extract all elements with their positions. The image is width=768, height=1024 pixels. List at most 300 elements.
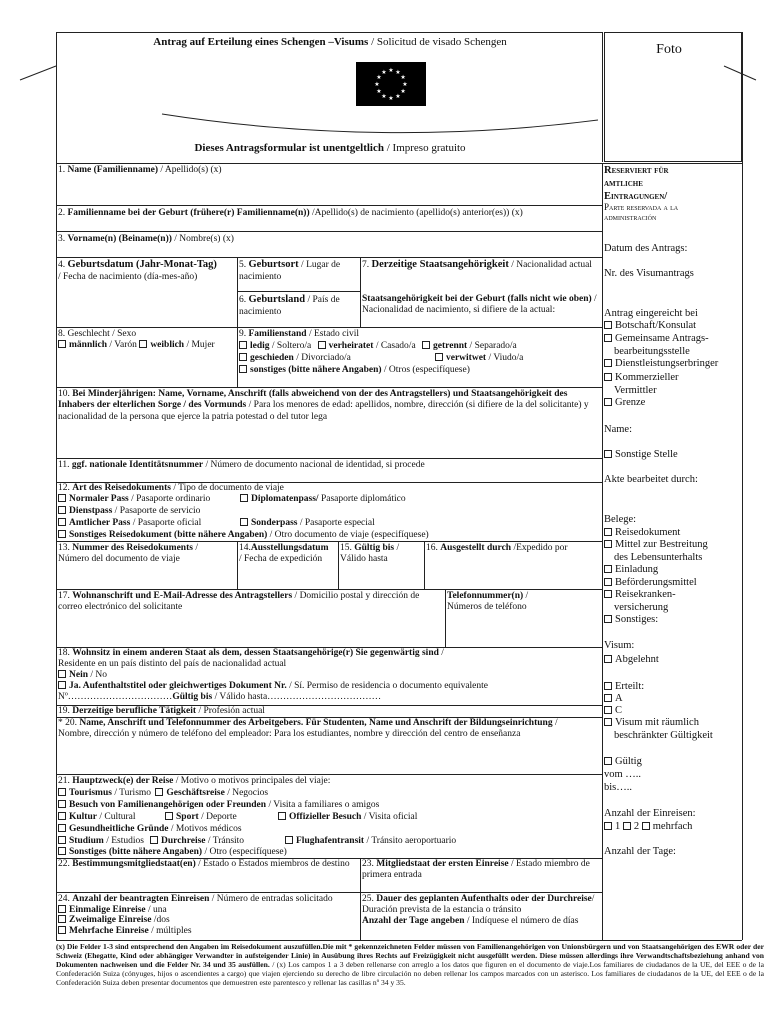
sidebar-e1: 1 <box>615 821 621 832</box>
flag-star: ★ <box>388 96 394 102</box>
f8-opt2-de: weiblich <box>150 340 185 351</box>
field-17b-label: Telefonnummer(n) / Números de teléfono <box>447 591 529 613</box>
sidebar-heading-2: amtliche <box>604 178 643 190</box>
sidebar-visum: Visum: <box>604 640 635 651</box>
checkbox-border[interactable] <box>604 398 612 406</box>
f3-es: Nombre(s) (x) <box>179 234 234 244</box>
f5-es: Lugar de nacimiento <box>239 260 341 282</box>
title-es: Solicitud de visado Schengen <box>376 36 507 48</box>
f24-de: Anzahl der beantragten Einreisen <box>72 894 210 904</box>
f9-o5-de: verwitwet <box>446 353 487 363</box>
sidebar-v6-label: Gültig <box>615 756 642 767</box>
checkbox-airport-transit[interactable] <box>285 836 293 844</box>
field-1-input[interactable] <box>58 178 598 202</box>
f3-de: Vorname(n) (Beiname(n)) <box>67 234 172 244</box>
flag-star: ★ <box>395 69 401 76</box>
checkbox-tourism[interactable] <box>58 788 66 796</box>
f25-es2: Indíquese el número de días <box>471 915 579 926</box>
checkbox-means[interactable] <box>604 540 612 548</box>
checkbox-refused[interactable] <box>604 655 612 663</box>
f9-o2-de: verheiratet <box>328 341 374 351</box>
f18-o1-de: Nein <box>69 669 88 680</box>
checkbox-misc[interactable] <box>604 615 612 623</box>
row-line-13 <box>56 774 602 775</box>
f21-row3c: Offizieller Besuch / Visita oficial <box>278 812 417 823</box>
f21-o9-de: Durchreise <box>161 836 206 846</box>
sidebar-b1-label: Reisedokument <box>615 527 681 538</box>
field-8: 8. Geschlecht / Sexo männlich / Varón weiblich / Mujer <box>58 329 215 351</box>
checkbox-other-status[interactable] <box>239 365 247 373</box>
f10-num: 10. <box>58 389 70 399</box>
f12-row2: Dienstpass / Pasaporte de servicio <box>58 506 200 517</box>
f21-o1-de: Tourismus <box>69 788 112 798</box>
sidebar-name: Name: <box>604 424 632 435</box>
checkbox-normal-passport[interactable] <box>58 494 66 502</box>
f9-o3-es: Separado/a <box>474 341 517 351</box>
f8-opt2-es: Mujer <box>191 340 215 351</box>
checkbox-visa-a[interactable] <box>604 694 612 702</box>
f6-num: 6. <box>239 295 247 305</box>
f21-o4-de: Kultur <box>69 812 97 822</box>
field-23-label: 23. Mitgliedstaat der ersten Einreise / Estado miembro de primera entrada <box>362 859 590 881</box>
sidebar-v6 <box>604 756 642 768</box>
f18-o1-es: No <box>95 669 108 680</box>
sidebar-v3-label: A <box>615 693 623 704</box>
row-line-9 <box>56 589 602 590</box>
f12-es: Tipo de documento de viaje <box>178 483 284 493</box>
flag-star: ★ <box>381 69 387 76</box>
checkbox-residence-no[interactable] <box>58 670 66 678</box>
f5-num: 5. <box>239 260 247 270</box>
f21-row4: Gesundheitliche Gründe / Motivos médicos <box>58 824 242 835</box>
f12-o4-es: Pasaporte oficial <box>137 518 202 528</box>
row-line-1 <box>56 205 602 206</box>
f17-es: Domicilio postal y dirección de correo electrónico del solicitante <box>58 591 420 613</box>
f9-o6-es: Otros (especifíquese) <box>388 365 470 375</box>
sidebar-b3-label: Einladung <box>615 564 659 575</box>
f13-num: 13. <box>58 543 70 553</box>
f16-de: Ausgestellt durch <box>440 543 512 553</box>
sidebar-s4a: Kommerzieller <box>615 372 679 383</box>
row-line-5 <box>56 387 602 388</box>
field-16-label: 16. Ausgestellt durch /Expedido por <box>426 543 568 553</box>
checkbox-transit[interactable] <box>150 836 158 844</box>
f12-o5-es: Pasaporte especial <box>304 518 375 528</box>
f24-es: Número de entradas solicitado <box>216 894 333 904</box>
f19-de: Derzeitige berufliche Tätigkeit <box>72 706 197 716</box>
sidebar-b2b: des Lebensunterhalts <box>614 552 703 563</box>
checkbox-service-passport[interactable] <box>58 506 66 514</box>
f12-o3-es: Pasaporte de servicio <box>119 506 201 516</box>
f24-o1-es: una <box>153 904 167 915</box>
f9-es: Estado civil <box>313 329 360 339</box>
f9-num: 9. <box>239 329 247 339</box>
free-sep: / <box>383 142 393 154</box>
sidebar-s2 <box>604 333 709 345</box>
sidebar-v2-label: Erteilt: <box>615 681 645 692</box>
col-line-15-16 <box>424 541 425 589</box>
f6-de: Geburtsland <box>248 294 306 305</box>
sidebar-v4-label: C <box>615 705 623 716</box>
f7-de: Derzeitige Staatsangehörigkeit <box>371 259 509 270</box>
sidebar-other <box>604 449 678 461</box>
sidebar-bis[interactable]: bis….. <box>604 782 633 793</box>
f9-o4-de: geschieden <box>250 353 294 363</box>
f18-valid-es[interactable]: Válido hasta……………………………… <box>219 691 382 702</box>
frame-left-line <box>56 32 57 940</box>
col-line-14-15 <box>338 541 339 589</box>
f9-o3-de: getrennt <box>433 341 468 351</box>
f12-row3: Amtlicher Pass / Pasaporte oficial <box>58 518 201 529</box>
f21-row6: Sonstiges (bitte nähere Angaben) / Otro (especifíquese) <box>58 847 287 858</box>
f11-es: Número de documento nacional de identidad, si procede <box>210 460 425 470</box>
f24-o3-es: múltiples <box>156 925 192 936</box>
sidebar-submitted: Antrag eingereicht bei <box>604 308 698 319</box>
flag-star: ★ <box>402 82 408 88</box>
f24-num: 24. <box>58 894 70 904</box>
f21-row3b: Sport / Deporte <box>165 812 237 823</box>
f12-o3-de: Dienstpass <box>69 506 113 516</box>
checkbox-sport[interactable] <box>165 812 173 820</box>
f21-row5: Studium / Estudios <box>58 836 144 847</box>
checkbox-widowed[interactable] <box>435 353 443 361</box>
checkbox-medical[interactable] <box>58 824 66 832</box>
f25-de2: Anzahl der Tage angeben <box>362 915 465 926</box>
f8-opt1-es: Varón <box>114 340 137 351</box>
f7b-es: Nacionalidad de nacimiento, si difiere de la actual: <box>362 305 556 316</box>
row-line-5-6 <box>237 291 360 292</box>
f9-o2-es: Casado/a <box>380 341 416 351</box>
checkbox-other-office[interactable] <box>604 450 612 458</box>
f12-o6-es: Otro documento de viaje (especifíquese) <box>274 530 429 540</box>
checkbox-official-visit[interactable] <box>278 812 286 820</box>
field-5-label: 5. Geburtsort / Lugar de nacimiento <box>239 259 341 282</box>
f21-de: Hauptzweck(e) der Reise <box>72 776 174 786</box>
field-7-label: 7. Derzeitige Staatsangehörigkeit / Nacionalidad actual <box>362 259 592 270</box>
f21-o2-es: Negocios <box>232 788 269 798</box>
checkbox-single[interactable] <box>239 341 247 349</box>
field-21-label: 21. Hauptzweck(e) der Reise / Motivo o motivos principales del viaje: <box>58 776 331 786</box>
f21-o3-es: Visita a familiares o amigos <box>273 800 380 810</box>
f10-es: Para los menores de edad: apellidos, nombre, dirección (si difiere de la del solicitante) y nacionalidad de la persona que ejerce la patria potestad o del tutor lega <box>58 400 589 422</box>
f22-num: 22. <box>58 859 70 869</box>
sidebar-v2 <box>604 681 644 693</box>
sidebar-s3 <box>604 358 718 370</box>
title-de: Antrag auf Erteilung eines Schengen –Visums <box>153 36 369 48</box>
checkbox-male[interactable] <box>58 340 66 348</box>
checkbox-transport[interactable] <box>604 578 612 586</box>
field-4-label: 4. Geburtsdatum (Jahr-Monat-Tag) / Fecha de nacimiento (día-mes-año) <box>58 259 217 282</box>
f2-de: Familienname bei der Geburt (frühere(r) Familienname(n)) <box>67 208 310 218</box>
field-11-input[interactable] <box>58 472 598 480</box>
f4-num: 4. <box>58 260 66 270</box>
footnote: (x) Die Felder 1-3 sind entsprechend den Angaben im Reisedokument auszufüllen.Die mit * gekennzeichneten Felder müssen von Familienangehörigen von Unionsbürgern und von Staatsangehörigen des EWR oder der Schweiz (Ehegatte, Kind oder abhängiger Verwandter in aufsteigender Linie) in Ausübung ihres Rechts auf Freizügigkeit nicht ausgefüllt werden. Diese müssen allerdings ihre Verwandtschaftsbeziehung anhand von Dokumenten nachweisen und die Felder Nr. 34 und 35 ausfüllen. / (x) Los campos 1 a 3 deben rellenarse con arreglo a los datos que figuren en el documento de viaje.Los familiares de ciudadanos de la UE, del EEE o de la Confederación Suiza (cónyuges, hijos o ascendientes a cargo) que viajen ejerciendo su derecho de libre circulación no deben rellenar los campos marcados con un asterisco. Los familiares de ciudadanos de la UE, del EEE o de la Confederación Suiza deben presentar documentos que demuestren este parentesco y rellenar las casillas nº 34 y 35. <box>56 942 764 988</box>
checkbox-official-passport[interactable] <box>58 518 66 526</box>
field-12: 12. Art des Reisedokuments / Tipo de documento de viaje <box>58 483 284 493</box>
sidebar-b6 <box>604 614 658 626</box>
sidebar-days: Anzahl der Tage: <box>604 846 676 857</box>
field-3-input[interactable] <box>58 247 598 255</box>
f1-es: Apellido(s) (x) <box>164 165 222 175</box>
f12-o2-es: Pasaporte diplomático <box>320 494 406 504</box>
checkbox-commercial[interactable] <box>604 373 612 381</box>
checkbox-single-entry[interactable] <box>58 905 66 913</box>
f2-num: 2. <box>58 208 66 218</box>
f21-row3: Kultur / Cultural <box>58 812 136 823</box>
checkbox-divorced[interactable] <box>239 353 247 361</box>
checkbox-family-visit[interactable] <box>58 800 66 808</box>
flag-star: ★ <box>376 75 382 81</box>
f16-num: 16. <box>426 543 438 553</box>
checkbox-female[interactable] <box>139 340 147 348</box>
field-24: 24. Anzahl der beantragten Einreisen / Número de entradas solicitado Einmalige Einreise / una Zweimalige Einreise /dos Mehrfache Einreise / múltiples <box>58 894 333 936</box>
checkbox-visa-c[interactable] <box>604 706 612 714</box>
row-line-8 <box>56 541 602 542</box>
f11-num: 11. <box>58 460 70 470</box>
checkbox-business[interactable] <box>155 788 163 796</box>
f12-o1-es: Pasaporte ordinario <box>136 494 211 504</box>
sidebar-s4 <box>604 372 679 384</box>
f8-num: 8. <box>58 329 66 339</box>
checkbox-residence-yes[interactable] <box>58 681 66 689</box>
col-line-22-23 <box>360 858 361 940</box>
checkbox-other-purpose[interactable] <box>58 847 66 855</box>
f21-o7-es: Motivos médicos <box>175 824 242 834</box>
f3-num: 3. <box>58 234 66 244</box>
sidebar-right-line <box>742 32 743 940</box>
sidebar-b5 <box>604 589 676 601</box>
col-line-4-5 <box>237 257 238 327</box>
f20-es: Nombre, dirección y número de teléfono del empleador: Para los estudiantes, nombre y dirección del centro de enseñanza <box>58 729 521 740</box>
checkbox-multiple-entry[interactable] <box>58 926 66 934</box>
f25-de: Dauer des geplanten Aufenthalts oder der Durchreise <box>376 894 592 904</box>
field-20-input[interactable] <box>58 744 598 772</box>
row-line-6 <box>56 458 602 459</box>
checkbox-study[interactable] <box>58 836 66 844</box>
checkbox-embassy[interactable] <box>604 321 612 329</box>
f21-o1-es: Turismo <box>119 788 152 798</box>
f21-num: 21. <box>58 776 70 786</box>
sidebar-v5 <box>604 717 699 729</box>
f21-row5b: Durchreise / Tránsito <box>150 836 244 847</box>
f7b-de: Staatsangehörigkeit bei der Geburt (falls nicht wie oben) <box>362 294 592 304</box>
f21-o5-es: Deporte <box>206 812 237 822</box>
field-22-label: 22. Bestimmungsmitgliedstaat(en) / Estado o Estados miembros de destino <box>58 859 350 869</box>
f15-es: Válido hasta <box>340 554 388 565</box>
sidebar-b2a: Mittel zur Bestreitung <box>615 539 708 550</box>
f21-o10-es: Tránsito aeroportuario <box>371 836 457 846</box>
f9-o5-es: Viudo/a <box>493 353 524 363</box>
sidebar-b4 <box>604 577 697 589</box>
f18-o2-es: Sí. Permiso de residencia o documento equivalente <box>294 680 488 691</box>
f21-o11-es: Otro (especifíquese) <box>209 847 287 857</box>
flag-star: ★ <box>374 82 380 88</box>
checkbox-special-passport[interactable] <box>240 518 248 526</box>
f21-row2: Besuch von Familienangehörigen oder Freunden / Visita a familiares o amigos <box>58 800 379 811</box>
f8-es: Sexo <box>117 329 137 339</box>
f18-valid-de: Gültig bis <box>172 691 213 702</box>
checkbox-travel-doc[interactable] <box>604 528 612 536</box>
sidebar-s1 <box>604 320 696 332</box>
checkbox-insurance[interactable] <box>604 590 612 598</box>
f18-de: Wohnsitz in einem anderen Staat als dem, dessen Staatsangehörige(r) Sie gegenwärtig sind <box>72 648 439 658</box>
row-line-2 <box>56 231 602 232</box>
f24-o1-de: Einmalige Einreise <box>69 904 146 915</box>
f12-row4: Sonstiges Reisedokument (bitte nähere Angaben) / Otro documento de viaje (especifíquese) <box>58 530 429 541</box>
frame-top-line <box>56 32 602 33</box>
f18-o2-de: Ja. Aufenthaltstitel oder gleichwertiges Dokument Nr. <box>69 680 287 691</box>
checkbox-invitation[interactable] <box>604 565 612 573</box>
checkbox-other-document[interactable] <box>58 530 66 538</box>
f21-o5-de: Sport <box>176 812 199 822</box>
f19-num: 19. <box>58 706 70 716</box>
free-of-charge-notice <box>60 142 600 155</box>
checkbox-diplomatic-passport[interactable] <box>240 494 248 502</box>
flag-star: ★ <box>376 89 382 95</box>
f14-de: Ausstellungsdatum <box>250 543 329 553</box>
sidebar-belege: Belege: <box>604 514 637 525</box>
field-13-label: 13. Nummer des Reisedokuments / Número del documento de viaje <box>58 543 198 565</box>
f24-o2-es: dos <box>156 915 170 926</box>
sidebar-s1-label: Botschaft/Konsulat <box>615 320 697 331</box>
checkbox-double-entry[interactable] <box>58 915 66 923</box>
f21-row1: Tourismus / Turismo Geschäftsreise / Negocios <box>58 788 268 799</box>
f9-o1-es: Soltero/a <box>276 341 312 351</box>
field-10-label: 10. Bei Minderjährigen: Name, Vorname, Anschrift (falls abweichend von der des Antragstellers) und Staatsangehörigkeit des Inhabers der elterlichen Sorge / des Vormunds / Para los menores de edad: apellidos, nombre, dirección (si difiere de la del solicitante) y nacionalidad de la persona que ejerce la patria potestad o del tutor lega <box>58 389 589 422</box>
f9-row2: geschieden / Divorciado/a <box>239 353 601 364</box>
f6-es: País de nacimiento <box>239 295 340 317</box>
f17-num: 17. <box>58 591 70 601</box>
field-14-label: 14.Ausstellungsdatum / Fecha de expedición <box>239 543 329 565</box>
checkbox-valid[interactable] <box>604 757 612 765</box>
free-de: Dieses Antragsformular ist unentgeltlich <box>194 142 384 154</box>
f21-o8-de: Studium <box>69 836 104 846</box>
f7-num: 7. <box>362 260 370 270</box>
sidebar-date: Datum des Antrags: <box>604 243 688 254</box>
field-10-input[interactable] <box>58 426 598 454</box>
f12-de: Art des Reisedokuments <box>72 483 171 493</box>
f13-es: Número del documento de viaje <box>58 554 180 565</box>
f23-es: Estado miembro de primera entrada <box>362 859 590 881</box>
sidebar-s2b: bearbeitungsstelle <box>614 346 690 357</box>
checkbox-entries-multi[interactable] <box>642 822 650 830</box>
sidebar-entries-options <box>604 821 692 833</box>
f9-o1-de: ledig <box>250 341 270 351</box>
f9-o6-de: sonstiges (bitte nähere Angaben) <box>250 365 382 375</box>
checkbox-entries-1[interactable] <box>604 822 612 830</box>
f7-es: Nacionalidad actual <box>516 260 592 270</box>
f21-o2-de: Geschäftsreise <box>166 788 225 798</box>
form-title <box>60 36 600 49</box>
f14-num: 14. <box>239 543 251 553</box>
field-19-label: 19. Derzeitige berufliche Tätigkeit / Profesión actual <box>58 706 265 716</box>
footnote-de: (x) Die Felder 1-3 sind entsprechend den Angaben im Reisedokument auszufüllen.Die mit * gekennzeichneten Felder müssen von Familienangehörigen von Unionsbürgern und von Staatsangehörigen des EWR oder der Schweiz (Ehegatte, Kind oder abhängiger Verwandter in aufsteigender Linie) in Ausübung ihres Rechts auf Freizügigkeit nicht ausgefüllt werden. Diese müssen allerdings ihre Verwandtschaftsbeziehung anhand von Dokumenten nachweisen und die Felder Nr. 34 und 35 ausfüllen. <box>56 942 764 970</box>
title-sep: / <box>368 36 377 48</box>
sidebar-entries: Anzahl der Einreisen: <box>604 808 696 819</box>
photo-label: Foto <box>656 42 682 57</box>
f9-o4-es: Divorciado/a <box>301 353 351 363</box>
sidebar-b3 <box>604 564 658 576</box>
checkbox-culture[interactable] <box>58 812 66 820</box>
f23-de: Mitgliedstaat der ersten Einreise <box>376 859 509 869</box>
f15-num: 15. <box>340 543 352 553</box>
sidebar-v1-label: Abgelehnt <box>615 654 659 665</box>
f18-num: 18. <box>58 648 70 658</box>
free-es: Impreso gratuito <box>392 142 466 154</box>
col-line-13-14 <box>237 541 238 589</box>
f17-de: Wohnanschrift und E-Mail-Adresse des Antragstellers <box>72 591 293 601</box>
f20-num: * 20. <box>58 718 77 728</box>
checkbox-separated[interactable] <box>422 341 430 349</box>
f16-es: Expedido por <box>516 543 568 553</box>
sidebar-s2a: Gemeinsame Antrags- <box>615 333 709 344</box>
checkbox-ltv[interactable] <box>604 718 612 726</box>
f12-o5-de: Sonderpass <box>251 518 298 528</box>
f12-o2-de: Diplomatenpass/ <box>251 494 319 504</box>
f17b-de: Telefonnummer(n) <box>447 591 524 601</box>
f21-o11-de: Sonstiges (bitte nähere Angaben) <box>69 847 203 857</box>
checkbox-service-provider[interactable] <box>604 359 612 367</box>
f22-es: Estado o Estados miembros de destino <box>203 859 350 869</box>
col-line-17 <box>445 589 446 647</box>
f5-de: Geburtsort <box>248 259 299 270</box>
f10-de: Bei Minderjährigen: Name, Vorname, Anschrift (falls abweichend von der des Antragstellers) und Staatsangehörigkeit des Inhabers der elterlichen Sorge / des Vormunds <box>58 389 568 411</box>
f12-o1-de: Normaler Pass <box>69 494 129 504</box>
field-2-input[interactable] <box>58 221 598 230</box>
f18-number-line[interactable]: Nº…………………………… <box>58 691 173 702</box>
sidebar-vom[interactable]: vom ….. <box>604 769 642 780</box>
f21-o6-es: Visita oficial <box>368 812 418 822</box>
f2-es: Apellido(s) de nacimiento (apellido(s) anterior(es)) (x) <box>314 208 523 218</box>
field-3-label: 3. Vorname(n) (Beiname(n)) / Nombre(s) (x) <box>58 234 234 244</box>
flag-star: ★ <box>381 94 387 101</box>
sidebar-b5a: Reisekranken- <box>615 589 676 600</box>
sidebar-b4-label: Beförderungsmittel <box>615 577 697 588</box>
sidebar-nr: Nr. des Visumantrags <box>604 268 694 279</box>
checkbox-common-center[interactable] <box>604 334 612 342</box>
field-15-label: 15. Gültig bis / Válido hasta <box>340 543 400 565</box>
f25-num: 25. <box>362 894 374 904</box>
f21-row5c: Flughafentransit / Tránsito aeroportuario <box>285 836 456 847</box>
f21-es: Motivo o motivos principales del viaje: <box>180 776 331 786</box>
f25-es: Duración prevista de la estancia o tránsito <box>362 904 522 915</box>
f12-o6-de: Sonstiges Reisedokument (bitte nähere Angaben) <box>69 530 268 540</box>
sidebar-v5b: beschränkter Gültigkeit <box>614 730 713 741</box>
f8-de: Geschlecht <box>67 329 110 339</box>
f12-row1b <box>240 494 406 505</box>
f19-es: Profesión actual <box>203 706 265 716</box>
sidebar-e2: 2 <box>633 821 640 832</box>
f1-num: 1. <box>58 165 66 175</box>
checkbox-entries-2[interactable] <box>623 822 631 830</box>
f12-row1: Normaler Pass / Pasaporte ordinario <box>58 494 210 505</box>
f24-o2-de: Zweimalige Einreise <box>69 915 152 926</box>
f23-num: 23. <box>362 859 374 869</box>
f17b-es: Números de teléfono <box>447 602 527 613</box>
f11-de: ggf. nationale Identitätsnummer <box>71 460 204 470</box>
sidebar-heading-3: Eintragungen/ <box>604 191 668 203</box>
f22-de: Bestimmungsmitgliedstaat(en) <box>72 859 196 869</box>
checkbox-married[interactable] <box>318 341 326 349</box>
f13-de: Nummer des Reisedokuments <box>72 543 193 553</box>
checkbox-issued[interactable] <box>604 682 612 690</box>
flag-star: ★ <box>400 75 406 81</box>
field-20-label: * 20. Name, Anschrift und Telefonnummer des Arbeitgebers. Für Studenten, Name und Anschrift der Bildungseinrichtung / Nombre, dirección y número de teléfono del empleador: Para los estudiantes, nombre y dirección del centro de enseñanza <box>58 718 558 740</box>
col-line-5-7 <box>360 257 361 327</box>
sidebar-b2 <box>604 539 708 551</box>
sidebar-other-label: Sonstige Stelle <box>615 449 678 460</box>
table-bottom-line <box>56 940 742 941</box>
